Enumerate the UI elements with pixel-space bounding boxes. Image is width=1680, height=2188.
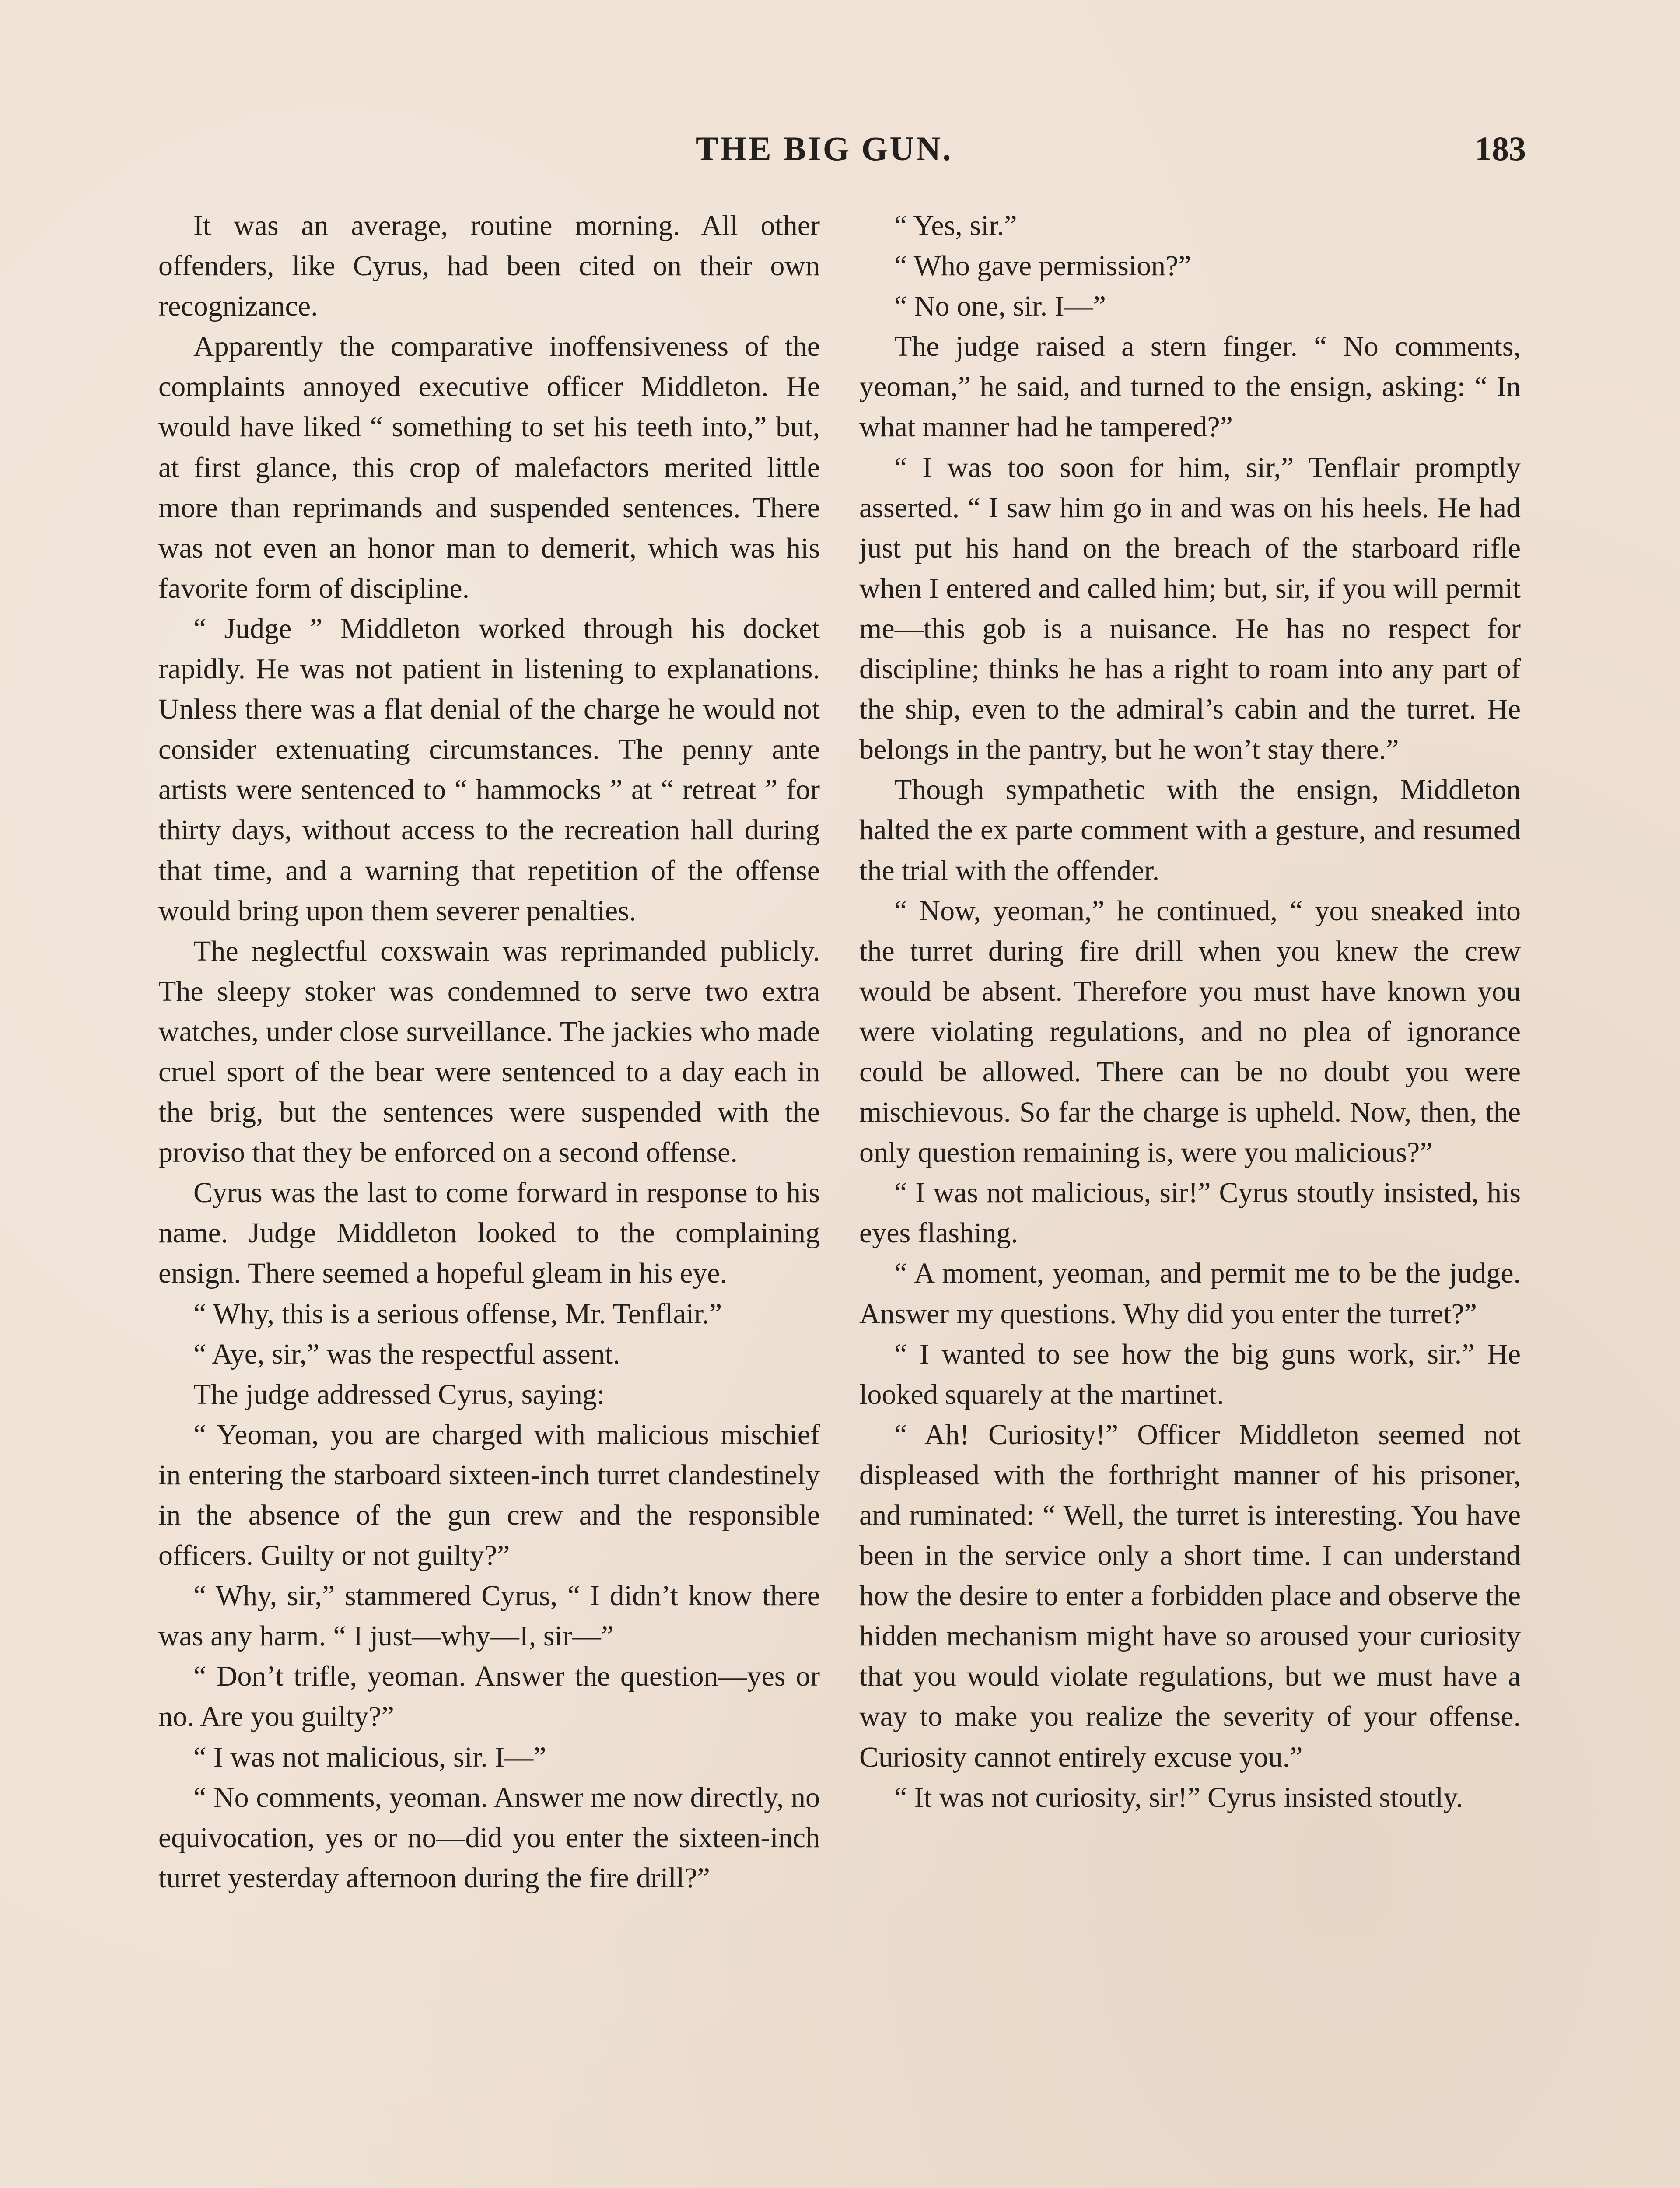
running-title: THE BIG GUN. [696, 130, 953, 168]
paragraph: Cyrus was the last to come forward in response to his name. Judge Middleton looked to the complaining ensign. There seemed a hopeful gleam in his eye. [158, 1177, 820, 1290]
page-header [0, 129, 1680, 177]
page-number: 183 [1475, 130, 1526, 168]
paragraph: “ Now, yeoman,” he continued, “ you sneaked into the turret during fire drill when you knew the crew would be absent. Therefore you must have known you were violating regulations, and no plea of ignorance could be allowed. There can be no doubt you were mischievous. So far the charge is upheld. Now, then, the only question remaining is, were you malicious?” [859, 894, 1521, 1169]
right-column [859, 206, 1521, 2188]
paragraph: “ Why, this is a serious offense, Mr. Tenflair.” [193, 1297, 722, 1330]
paragraph: “ Don’t trifle, yeoman. Answer the question—yes or no. Are you guilty?” [158, 1660, 820, 1733]
paragraph: “ Why, sir,” stammered Cyrus, “ I didn’t know there was any harm. “ I just—why—I, sir—” [158, 1580, 820, 1652]
paragraph: The judge raised a stern finger. “ No comments, yeoman,” he said, and turned to the ensign, asking: “ In what manner had he tampered?” [859, 330, 1521, 443]
paragraph: “ It was not curiosity, sir!” Cyrus insisted stoutly. [894, 1781, 1463, 1813]
paragraph: “ Who gave permission?” [894, 250, 1191, 282]
paragraph: “ Yeoman, you are charged with malicious mischief in entering the starboard sixteen-inch turret clandestinely in the absence of the gun crew and the responsible officers. Guilty or not guilty?” [158, 1418, 820, 1572]
paragraph: It was an average, routine morning. All other offenders, like Cyrus, had been cited on their own recognizance. [158, 210, 820, 323]
paragraph: “ No comments, yeoman. Answer me now directly, no equivocation, yes or no—did you enter the sixteen-inch turret yesterday afternoon during the fire drill?” [158, 1781, 820, 1894]
paragraph: “ Ah! Curiosity!” Officer Middleton seemed not displeased with the forthright manner of his prisoner, and ruminated: “ Well, the turret is interesting. You have been in the service only a short time. I can understand how the desire to enter a forbidden place and observe the hidden mechanism might have so aroused your curiosity that you would violate regulations, but we must have a way to make you realize the severity of your offense. Curiosity cannot entirely excuse you.” [859, 1418, 1521, 1773]
paragraph: Though sympathetic with the ensign, Middleton halted the ex parte comment with a gesture, and resumed the trial with the offender. [859, 774, 1521, 887]
paragraph: “ I wanted to see how the big guns work, sir.” He looked squarely at the martinet. [859, 1338, 1521, 1410]
paragraph: “ Judge ” Middleton worked through his docket rapidly. He was not patient in listening to explanations. Unless there was a flat denial of the charge he would not consider extenuating circumstances. The penny ante artists were sentenced to “ hammocks ” at “ retreat ” for thirty days, without access to the recreation hall during that time, and a warning that repetition of the offense would bring upon them severer penalties. [158, 612, 820, 927]
paragraph: “ Yes, sir.” [894, 210, 1017, 242]
paragraph: “ I was not malicious, sir!” Cyrus stoutly insisted, his eyes flashing. [859, 1177, 1521, 1249]
paragraph: “ No one, sir. I—” [894, 290, 1106, 323]
left-column [158, 206, 820, 2188]
paragraph: “ A moment, yeoman, and permit me to be the judge. Answer my questions. Why did you enter the turret?” [859, 1257, 1521, 1330]
paragraph: The neglectful coxswain was reprimanded publicly. The sleepy stoker was condemned to serve two extra watches, under close surveillance. The jackies who made cruel sport of the bear were sentenced to a day each in the brig, but the sentences were suspended with the proviso that they be enforced on a second offense. [158, 935, 820, 1169]
paragraph: Apparently the comparative inoffensiveness of the complaints annoyed executive officer Middleton. He would have liked “ something to set his teeth into,” but, at first glance, this crop of malefactors merited little more than reprimands and suspended sentences. There was not even an honor man to demerit, which was his favorite form of discipline. [158, 330, 820, 604]
paragraph: “ I was not malicious, sir. I—” [193, 1741, 546, 1773]
paragraph: “ Aye, sir,” was the respectful assent. [193, 1338, 620, 1370]
paragraph: The judge addressed Cyrus, saying: [193, 1378, 605, 1410]
paragraph: “ I was too soon for him, sir,” Tenflair promptly asserted. “ I saw him go in and was on his heels. He had just put his hand on the breach of the starboard rifle when I entered and called him; but, sir, if you will permit me—this gob is a nuisance. He has no respect for discipline; thinks he has a right to roam into any part of the ship, even to the admiral’s cabin and the turret. He belongs in the pantry, but he won’t stay there.” [859, 451, 1521, 766]
